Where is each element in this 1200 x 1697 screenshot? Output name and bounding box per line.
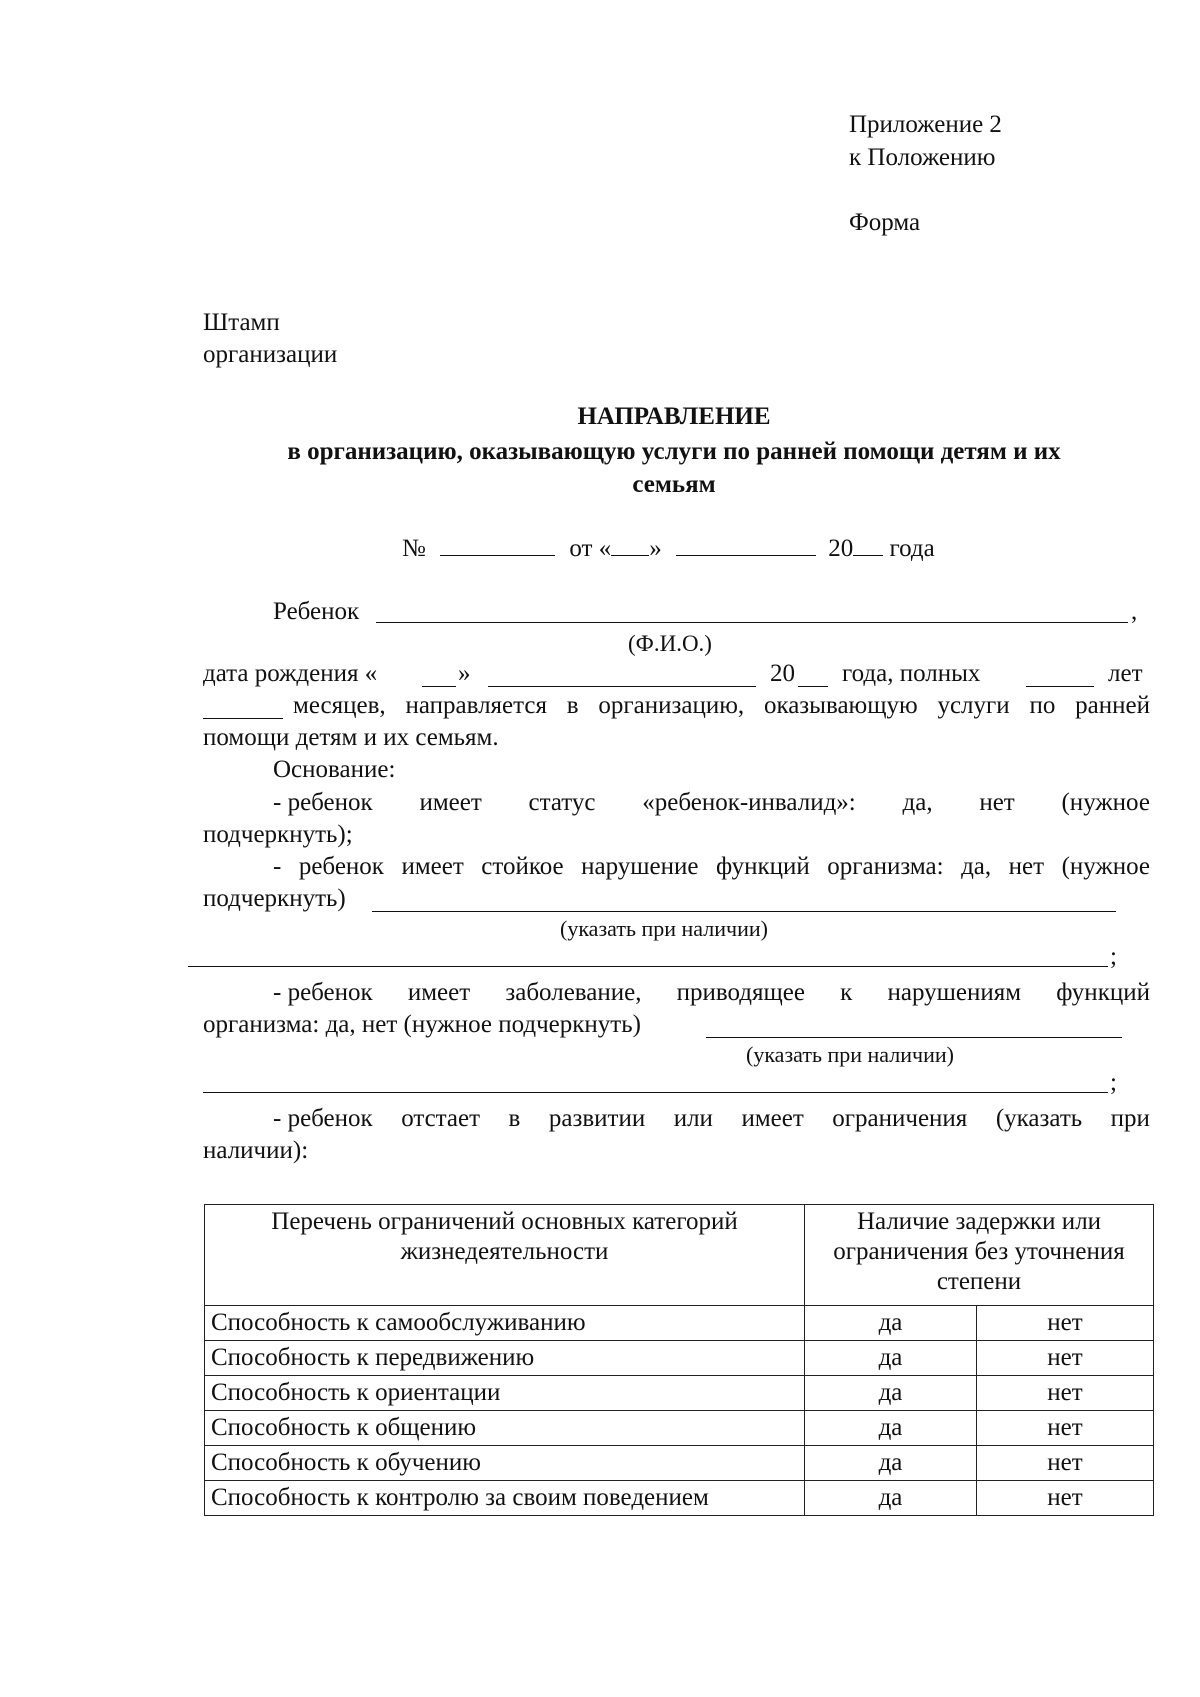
- number-line: [402, 533, 935, 564]
- table-row: [205, 1376, 1154, 1411]
- child-name-blank[interactable]: [376, 608, 1128, 623]
- birth-year-blank[interactable]: [798, 664, 828, 687]
- table-header-row: [205, 1205, 1154, 1306]
- date-close-quote: »: [649, 535, 662, 562]
- table-row: [205, 1411, 1154, 1446]
- table-row: [205, 1341, 1154, 1376]
- months-blank[interactable]: [203, 696, 283, 719]
- birth-label: дата рождения «: [203, 660, 378, 687]
- stamp-line-2: организации: [203, 341, 338, 368]
- category-cell: Способность к контролю за своим поведением: [205, 1481, 805, 1516]
- word: (указать: [995, 1105, 1083, 1132]
- word: - ребенок: [273, 979, 373, 1006]
- appendix-line-2: к Положению: [849, 144, 996, 171]
- no-option[interactable]: нет: [977, 1341, 1154, 1376]
- stamp-line-1: Штамп: [203, 309, 280, 336]
- basis-item-2-line-2: подчеркнуть): [203, 885, 346, 912]
- word: имеет: [741, 1105, 804, 1132]
- child-label: Ребенок: [273, 598, 360, 625]
- word: в: [508, 1105, 521, 1132]
- birth-day-blank[interactable]: [422, 664, 456, 687]
- table-row: [205, 1446, 1154, 1481]
- yes-option[interactable]: да: [805, 1306, 977, 1341]
- years-blank[interactable]: [1026, 664, 1094, 687]
- word: функций: [1056, 979, 1150, 1006]
- months-text-cont: помощи детям и их семьям.: [203, 724, 499, 751]
- word: приводящее: [676, 979, 805, 1006]
- basis-item-3-blank-2[interactable]: [203, 1070, 1108, 1093]
- months-text: месяцев, направляется в организацию, оказывающую услуги по ранней: [293, 692, 1150, 719]
- word: заболевание,: [505, 979, 642, 1006]
- basis-item-2-caption: (указать при наличии): [560, 916, 768, 941]
- basis-item-2-blank-2[interactable]: [188, 944, 1108, 967]
- birth-full-label: года, полных: [842, 660, 981, 687]
- word: - ребенок: [273, 1105, 373, 1132]
- years-word: лет: [1108, 660, 1143, 687]
- no-option[interactable]: нет: [977, 1481, 1154, 1516]
- category-cell: Способность к обучению: [205, 1446, 805, 1481]
- limitations-table: [204, 1204, 1154, 1516]
- year-word: года: [889, 535, 935, 562]
- basis-item-3-line-2: организма: да, нет (нужное подчеркнуть): [203, 1011, 641, 1038]
- word: нарушениям: [887, 979, 1022, 1006]
- basis-item-1-line-2: подчеркнуть);: [203, 821, 353, 848]
- table-header-presence: Наличие задержки или ограничения без уточнения степени: [805, 1205, 1154, 1306]
- word: да,: [902, 789, 933, 816]
- page-title: НАПРАВЛЕНИЕ: [577, 403, 771, 430]
- category-cell: Способность к общению: [205, 1411, 805, 1446]
- basis-item-2-semicolon: ;: [1110, 943, 1117, 970]
- basis-item-1-line-1: [273, 788, 1150, 818]
- no-option[interactable]: нет: [977, 1446, 1154, 1481]
- basis-item-3-line-1: [273, 978, 1150, 1008]
- word: или: [673, 1105, 713, 1132]
- basis-item-2-blank[interactable]: [372, 889, 1116, 912]
- table-row: [205, 1306, 1154, 1341]
- category-cell: Способность к ориентации: [205, 1376, 805, 1411]
- no-option[interactable]: нет: [977, 1376, 1154, 1411]
- category-cell: Способность к передвижению: [205, 1341, 805, 1376]
- basis-item-3-blank[interactable]: [706, 1015, 1122, 1038]
- basis-item-3-caption: (указать при наличии): [746, 1042, 954, 1067]
- basis-item-2-line-1: - ребенок имеет стойкое нарушение функций организма: да, нет (нужное: [273, 853, 1150, 880]
- word: - ребенок: [273, 789, 373, 816]
- word: отстает: [401, 1105, 481, 1132]
- child-trailing-comma: ,: [1131, 598, 1138, 625]
- word: к: [840, 979, 853, 1006]
- basis-item-3-semicolon: ;: [1110, 1069, 1117, 1096]
- page-subtitle-line-1: в организацию, оказывающую услуги по ранней помощи детям и их: [287, 438, 1061, 465]
- birth-year-prefix: 20: [770, 660, 795, 687]
- birth-close-quote: »: [458, 660, 471, 687]
- word: статус: [528, 789, 596, 816]
- word: «ребенок-инвалид»:: [642, 789, 856, 816]
- year-blank[interactable]: [853, 533, 883, 556]
- date-from-label: от «: [569, 535, 612, 562]
- number-sign: №: [402, 535, 426, 562]
- page-subtitle-line-2: семьям: [632, 471, 716, 498]
- no-option[interactable]: нет: [977, 1306, 1154, 1341]
- year-prefix: 20: [828, 535, 854, 562]
- basis-item-4-line-2: наличии):: [203, 1137, 309, 1164]
- appendix-line-1: Приложение 2: [849, 111, 1002, 138]
- day-blank[interactable]: [611, 533, 649, 556]
- yes-option[interactable]: да: [805, 1376, 977, 1411]
- word: имеет: [407, 979, 471, 1006]
- no-option[interactable]: нет: [977, 1411, 1154, 1446]
- word: нет: [979, 789, 1015, 816]
- word: ограничения: [832, 1105, 968, 1132]
- word: при: [1110, 1105, 1150, 1132]
- yes-option[interactable]: да: [805, 1341, 977, 1376]
- category-cell: Способность к самообслуживанию: [205, 1306, 805, 1341]
- number-blank[interactable]: [440, 533, 555, 556]
- form-label: Форма: [849, 209, 921, 236]
- basis-label: Основание:: [273, 756, 396, 783]
- table-header-categories: Перечень ограничений основных категорий жизнедеятельности: [205, 1205, 805, 1306]
- word: имеет: [419, 789, 482, 816]
- birth-month-blank[interactable]: [488, 664, 756, 687]
- yes-option[interactable]: да: [805, 1411, 977, 1446]
- basis-item-4-line-1: [273, 1104, 1150, 1134]
- word: развитии: [548, 1105, 646, 1132]
- month-blank[interactable]: [676, 533, 816, 556]
- fio-caption: (Ф.И.О.): [628, 631, 712, 656]
- table-row: [205, 1481, 1154, 1516]
- yes-option[interactable]: да: [805, 1481, 977, 1516]
- word: (нужное: [1061, 789, 1150, 816]
- yes-option[interactable]: да: [805, 1446, 977, 1481]
